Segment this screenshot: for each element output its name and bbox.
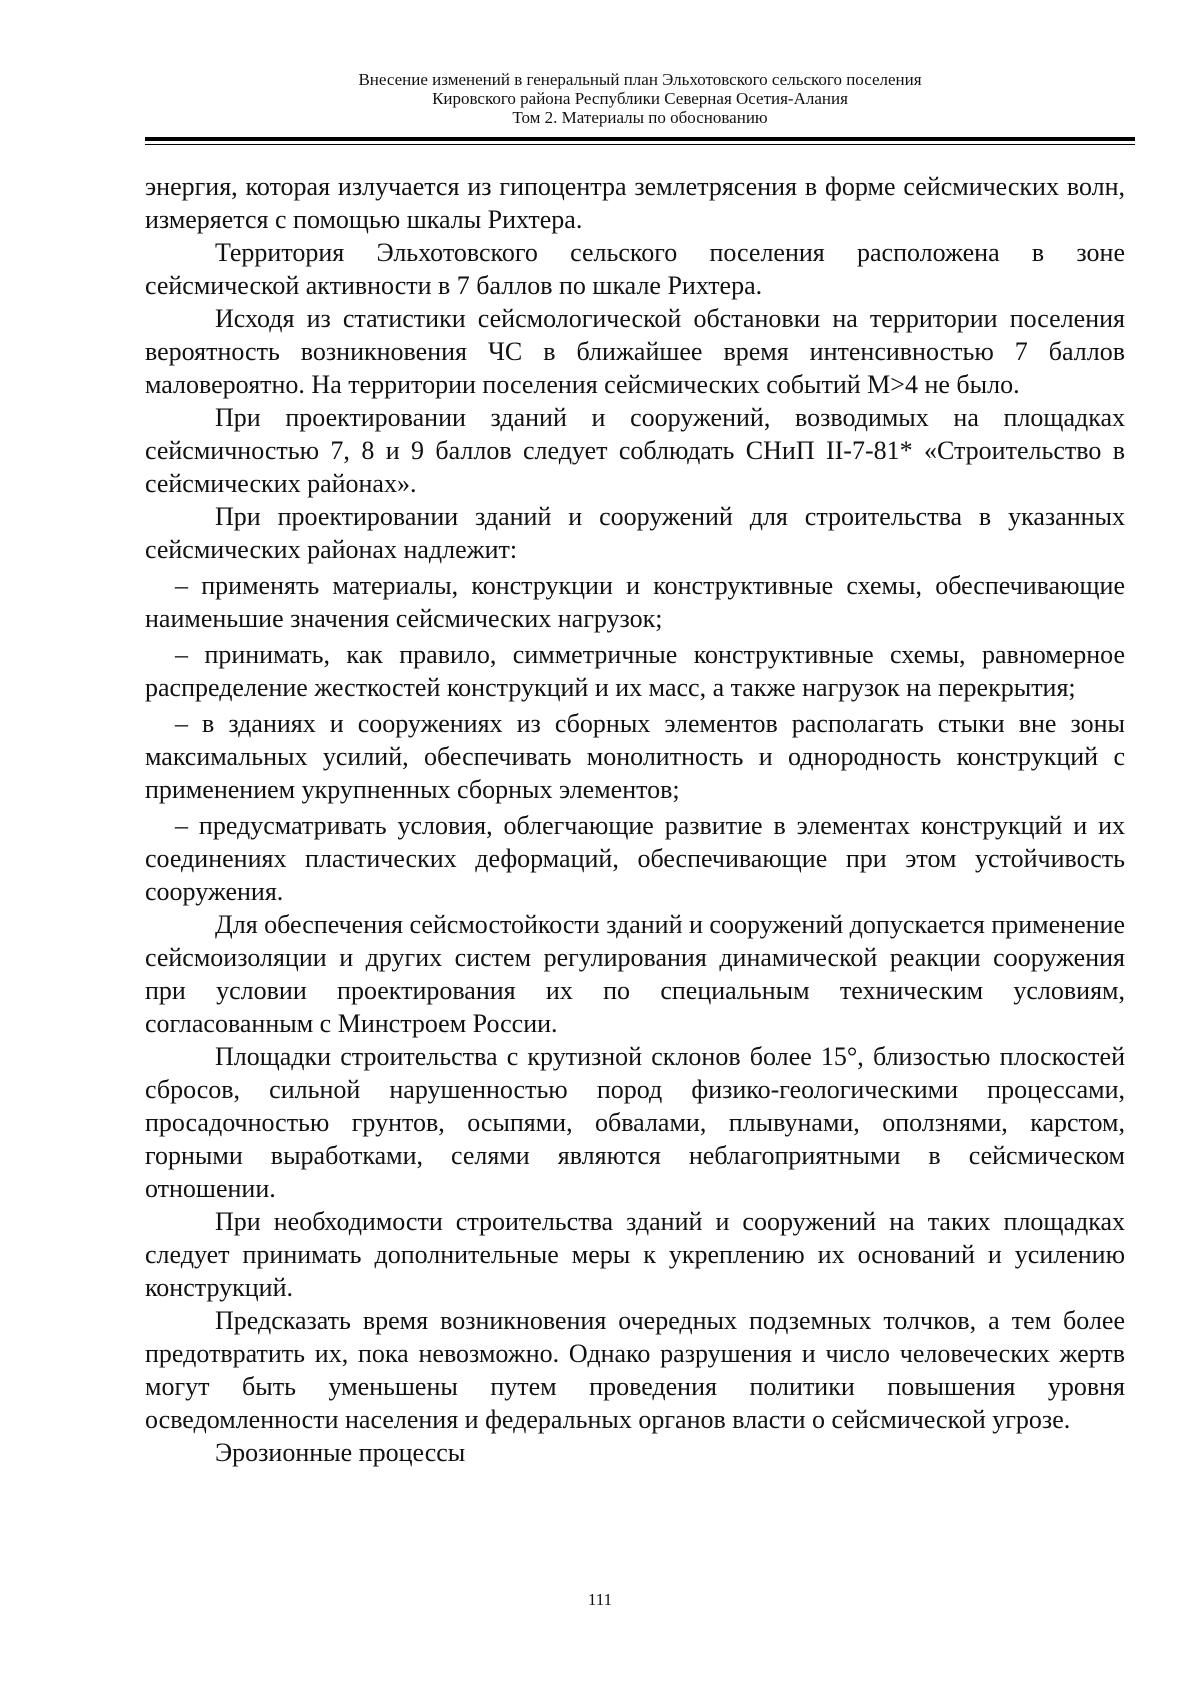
header-line-2: Кировского района Республики Северная Осетия-Алания [432, 89, 848, 108]
paragraph: При проектировании зданий и сооружений, возводимых на площадках сейсмичностью 7, 8 и 9 баллов следует соблюдать СНиП II-7-81* «Строительство в сейсмических районах». [145, 403, 1125, 498]
paragraph: Территория Эльхотовского сельского поселения расположена в зоне сейсмической активности в 7 баллов по шкале Рихтера. [145, 238, 1125, 300]
section-heading: Эрозионные процессы [215, 1438, 466, 1467]
page-header [145, 70, 1135, 127]
paragraph: Для обеспечения сейсмостойкости зданий и сооружений допускается применение сейсмоизоляции и других систем регулирования динамической реакции сооружения при условии проектирования их по специальным техническим условиям, согласованным с Минстроем России. [145, 910, 1125, 1038]
paragraph: Площадки строительства с крутизной склонов более 15°, близостью плоскостей сбросов, сильной нарушенностью пород физико-геологическими процессами, просадочностью грунтов, осыпями, обвалами, плывунами, оползнями, карстом, горными выработками, селями являются неблагоприятными в сейсмическом отношении. [145, 1042, 1125, 1203]
header-line-3: Том 2. Материалы по обоснованию [512, 108, 768, 127]
paragraph: Предсказать время возникновения очередных подземных толчков, а тем более предотвратить их, пока невозможно. Однако разрушения и число человеческих жертв могут быть уменьшены путем проведения политики повышения уровня осведомленности населения и федеральных органов власти о сейсмической угрозе. [145, 1306, 1125, 1434]
document-body [145, 170, 1125, 1469]
paragraph: При необходимости строительства зданий и сооружений на таких площадках следует принимать дополнительные меры к укреплению их оснований и усилению конструкций. [145, 1207, 1125, 1302]
header-rule-thick [145, 137, 1135, 141]
list-item: – принимать, как правило, симметричные конструктивные схемы, равномерное распределение жесткостей конструкций и их масс, а также нагрузок на перекрытия; [145, 640, 1125, 702]
list-item: – в зданиях и сооружениях из сборных элементов располагать стыки вне зоны максимальных усилий, обеспечивать монолитность и однородность конструкций с применением укрупненных сборных элементов; [145, 709, 1125, 804]
paragraph: энергия, которая излучается из гипоцентра землетрясения в форме сейсмических волн, измеряется с помощью шкалы Рихтера. [145, 172, 1125, 234]
list-item: – предусматривать условия, облегчающие развитие в элементах конструкций и их соединениях пластических деформаций, обеспечивающие при этом устойчивость сооружения. [145, 811, 1125, 906]
paragraph: При проектировании зданий и сооружений для строительства в указанных сейсмических районах надлежит: [145, 502, 1125, 564]
header-rule-thin [145, 144, 1135, 145]
header-line-1: Внесение изменений в генеральный план Эльхотовского сельского поселения [358, 70, 922, 89]
paragraph: Исходя из статистики сейсмологической обстановки на территории поселения вероятность возникновения ЧС в ближайшее время интенсивностью 7 баллов маловероятно. На территории поселения сейсмических событий М>4 не было. [145, 304, 1125, 399]
list-item: – применять материалы, конструкции и конструктивные схемы, обеспечивающие наименьшие значения сейсмических нагрузок; [145, 571, 1125, 633]
page-number: 111 [587, 1590, 613, 1609]
